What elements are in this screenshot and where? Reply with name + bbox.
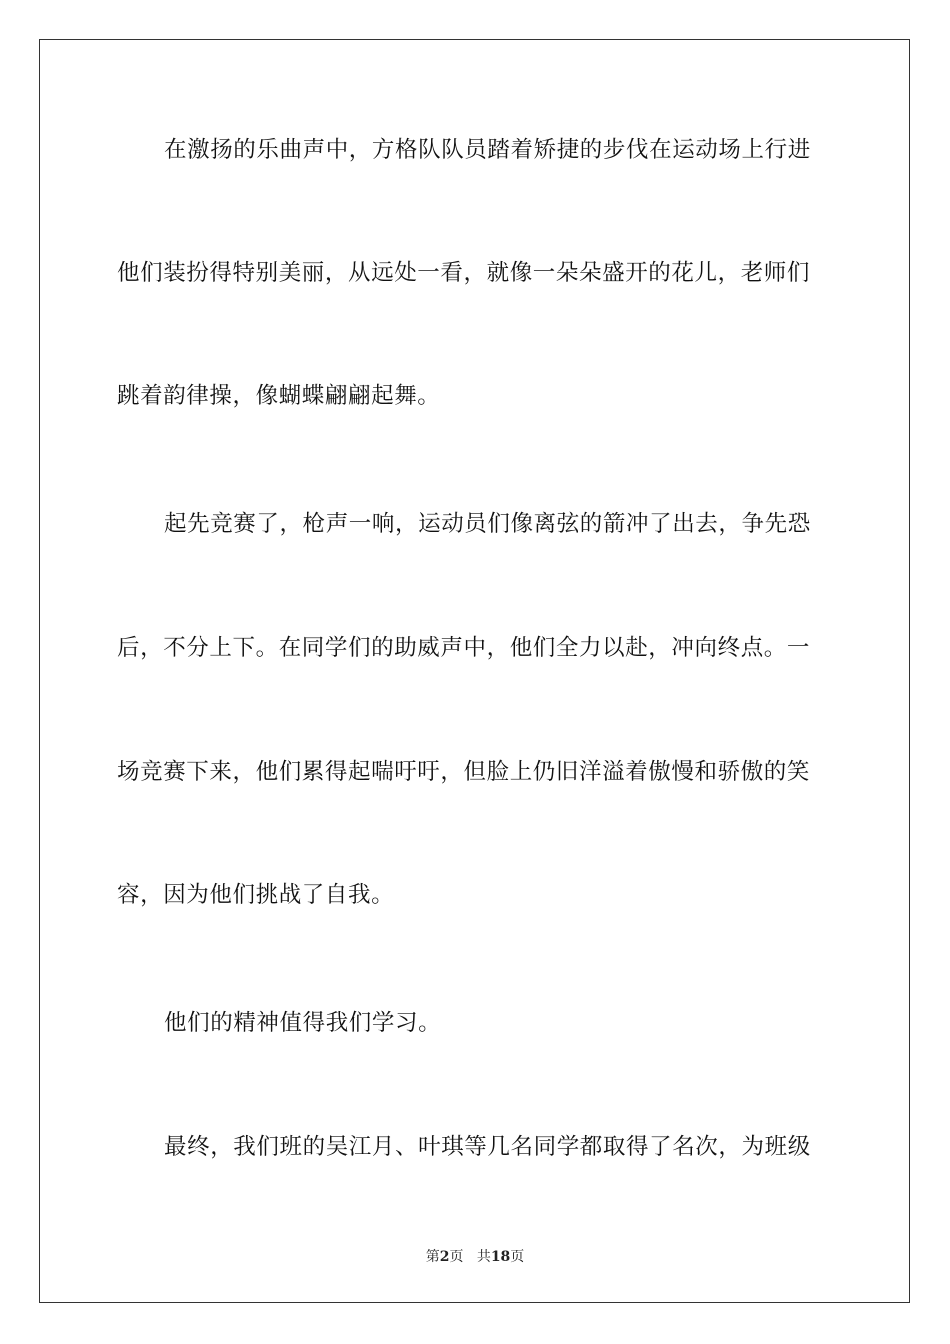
footer-page-prefix: 第 (425, 1249, 440, 1265)
paragraph-line: 跳着韵律操，像蝴蝶翩翩起舞。 (117, 383, 441, 409)
footer-page-number: 2 (439, 1249, 450, 1265)
paragraph-line: 他们装扮得特别美丽，从远处一看，就像一朵朵盛开的花儿，老师们 (117, 260, 811, 286)
page-footer (0, 1246, 950, 1266)
paragraph-line: 场竞赛下来，他们累得起喘吁吁，但脸上仍旧洋溢着傲慢和骄傲的笑 (117, 759, 811, 785)
paragraph-line: 起先竞赛了，枪声一响，运动员们像离弦的箭冲了出去，争先恐 (164, 511, 811, 537)
page-border (39, 39, 910, 1303)
footer-total-suffix: 页 (510, 1249, 525, 1265)
footer-total-pages: 18 (490, 1249, 511, 1265)
paragraph-line: 后，不分上下。在同学们的助威声中，他们全力以赴，冲向终点。一 (117, 635, 811, 661)
paragraph-line: 最终，我们班的吴江月、叶琪等几名同学都取得了名次，为班级 (164, 1134, 811, 1160)
paragraph-line: 他们的精神值得我们学习。 (164, 1010, 442, 1036)
paragraph-line: 容，因为他们挑战了自我。 (117, 882, 395, 908)
paragraph-line: 在激扬的乐曲声中，方格队队员踏着矫捷的步伐在运动场上行进 (164, 137, 811, 163)
footer-page-suffix: 页 (449, 1249, 464, 1265)
footer-total-prefix: 共 (476, 1249, 491, 1265)
